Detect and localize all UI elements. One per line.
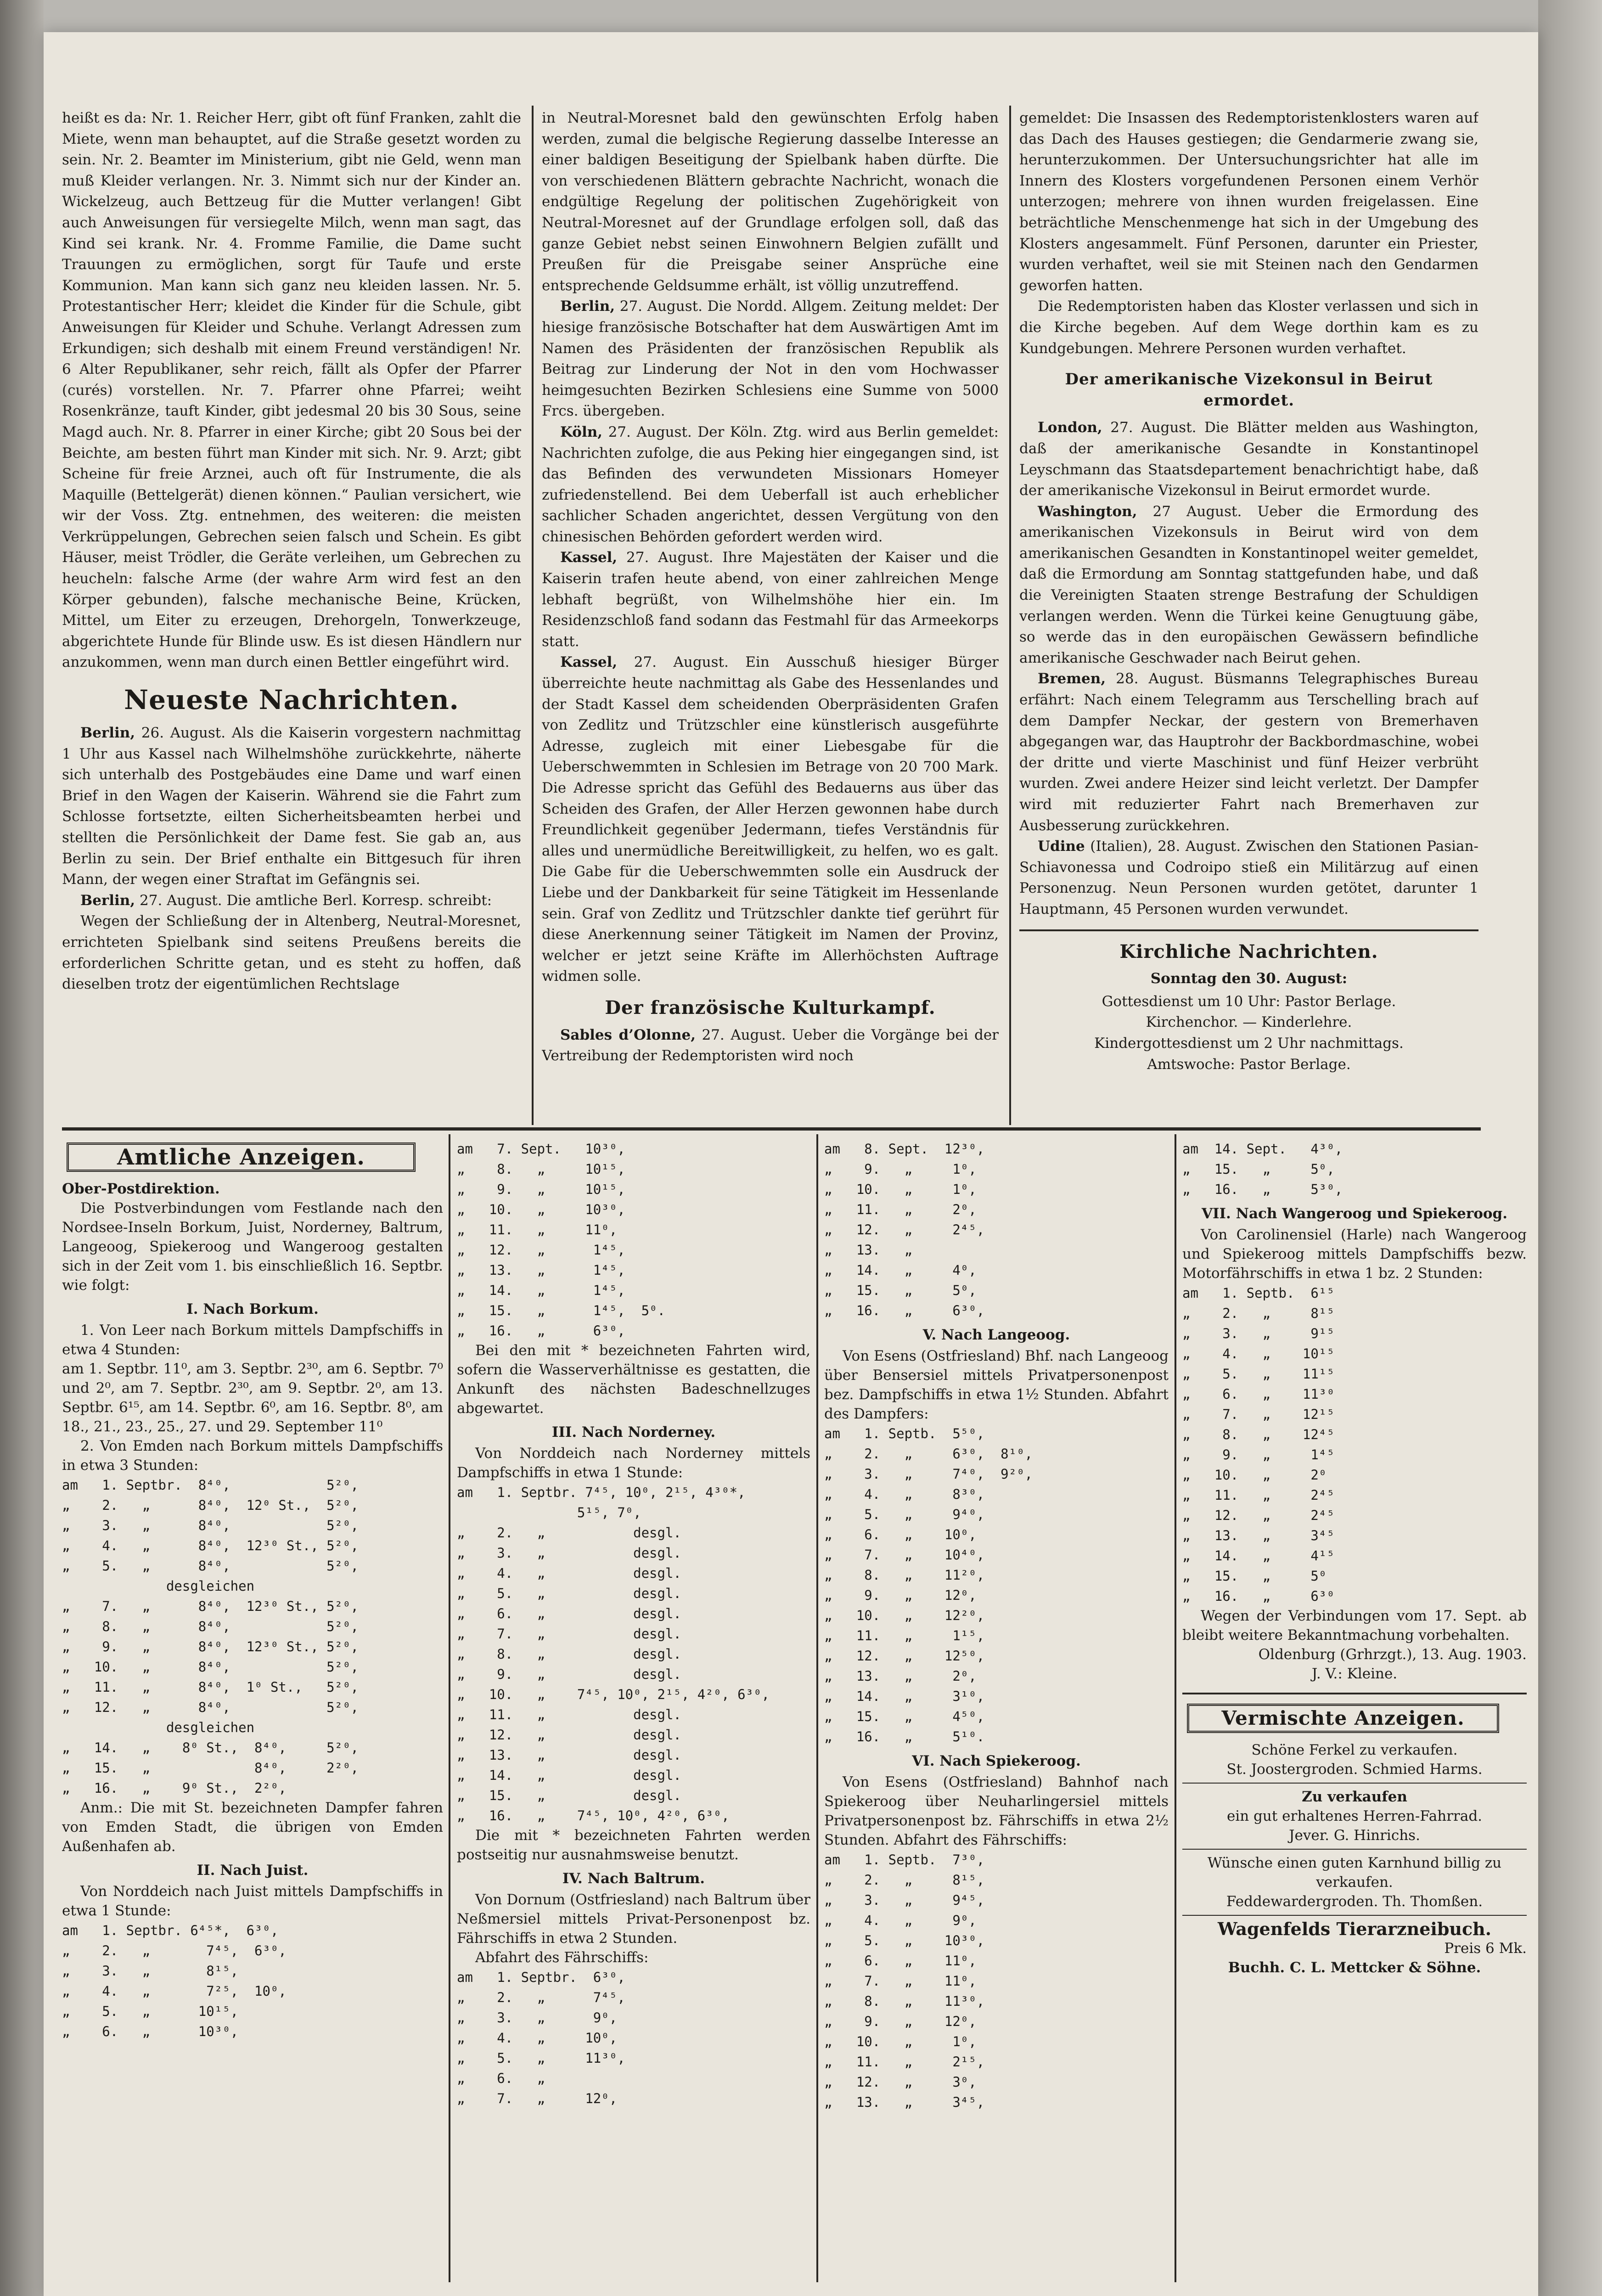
intro-text: Die Postverbindungen vom Festlande nach den Nordsee-Inseln Borkum, Juist, Norderney, Baltrum, Langeoog, Spiekeroog und Wangeroog gestalten sich in der Zeit vom 1. bis einschließlich 16. Septbr. wie folgt: bbox=[62, 1200, 443, 1294]
schedule-row: „ 9. „ 12⁰, bbox=[824, 1587, 977, 1603]
ad-heading: Wagenfelds Tierarzneibuch. bbox=[1217, 1919, 1492, 1939]
schedule-row: „ 3. „ 9⁴⁵, bbox=[824, 1892, 985, 1908]
schedule-row: „ 2. „ 8¹⁵, bbox=[824, 1872, 985, 1888]
office-name: Ober-Postdirektion. bbox=[62, 1181, 220, 1197]
schedule-row: „ 7. „ desgl. bbox=[457, 1626, 681, 1642]
schedule-row: desgleichen bbox=[62, 1720, 255, 1735]
schedule-row: „ 8. „ desgl. bbox=[457, 1646, 681, 1662]
langeoog-schedule bbox=[824, 1424, 1169, 1747]
schedule-row: „ 4. „ 7²⁵, 10⁰, bbox=[62, 1983, 287, 1999]
news-item: Wegen der Schließung der in Altenberg, Neutral-Moresnet, errichteten Spielbank sind seitens Preußens bereits die erforderlichen Schritte getan, und es steht zu hoffen, daß dieselben trotz der eigentümlichen Rechtslage bbox=[62, 913, 521, 993]
schedule-row: „ 11. „ 2⁴⁵ bbox=[1182, 1487, 1335, 1503]
schedule-row: „ 6. „ bbox=[457, 2071, 545, 2086]
schedule-row: am 8. Sept. 12³⁰, bbox=[824, 1141, 985, 1157]
schedule-row: „ 3. „ 9¹⁵ bbox=[1182, 1326, 1335, 1341]
route-text: Von Norddeich nach Norderney mittels Dampfschiffs in etwa 1 Stunde: bbox=[457, 1445, 810, 1481]
bottom-column-1 bbox=[62, 1139, 443, 2278]
schedule-row: am 14. Sept. 4³⁰, bbox=[1182, 1141, 1343, 1157]
column-divider bbox=[532, 106, 534, 1125]
schedule-row: „ 4. „ 8⁴⁰, 12³⁰ St., 5²⁰, bbox=[62, 1538, 359, 1553]
route-text: 2. Von Emden nach Borkum mittels Dampfschiffs in etwa 3 Stunden: bbox=[62, 1438, 443, 1474]
schedule-row: „ 3. „ 7⁴⁰, 9²⁰, bbox=[824, 1466, 1033, 1482]
schedule-row: „ 5. „ 11¹⁵ bbox=[1182, 1366, 1335, 1382]
church-sunday: Sonntag den 30. August: bbox=[1150, 970, 1348, 987]
route-text: Von Dornum (Ostfriesland) nach Baltrum über Neßmersiel mittels Privat-Personenpost bz. Fährschiffs in etwa 2 Stunden. bbox=[457, 1891, 810, 1947]
schedule-row: „ 15. „ desgl. bbox=[457, 1788, 681, 1803]
schedule-row: „ 16. „ 5³⁰, bbox=[1182, 1182, 1343, 1197]
note-text: Bei den mit * bezeichneten Fahrten wird, sofern die Wasserverhältnisse es gestatten, die Ankunft des nächsten Badeschnellzuges abgewartet. bbox=[457, 1342, 810, 1417]
schedule-row: „ 5. „ 10³⁰, bbox=[824, 1933, 985, 1948]
schedule-row: 5¹⁵, 7⁰, bbox=[457, 1505, 641, 1520]
schedule-row: „ 6. „ 10⁰, bbox=[824, 1527, 977, 1542]
ad-price: Preis 6 Mk. bbox=[1444, 1940, 1527, 1957]
schedule-row: „ 10. „ 8⁴⁰, 5²⁰, bbox=[62, 1659, 359, 1675]
schedule-row: „ 9. „ 10¹⁵, bbox=[457, 1182, 625, 1197]
schedule-row: desgleichen bbox=[62, 1578, 255, 1594]
schedule-row: „ 9. „ 1⁴⁵ bbox=[1182, 1447, 1335, 1463]
schedule-row: „ 16. „ 9⁰ St., 2²⁰, bbox=[62, 1780, 287, 1796]
schedule-row: „ 2. „ 8¹⁵ bbox=[1182, 1306, 1335, 1321]
schedule-row: „ 6. „ 11³⁰ bbox=[1182, 1386, 1335, 1402]
juist-schedule-cont bbox=[457, 1139, 810, 1341]
column-3-article-cont: Die Redemptoristen haben das Kloster verlassen und sich in die Kirche begeben. Auf dem Wege dorthin kam es zu Kundgebungen. Mehrere Personen wurden verhaftet. bbox=[1019, 298, 1478, 357]
schedule-row: „ 4. „ 10⁰, bbox=[457, 2030, 618, 2046]
schedule-row: am 1. Septb. 6¹⁵ bbox=[1182, 1285, 1335, 1301]
schedule-row: „ 10. „ 1⁰, bbox=[824, 1182, 977, 1197]
schedule-row: „ 8. „ 10¹⁵, bbox=[457, 1161, 625, 1177]
schedule-row: „ 5. „ 8⁴⁰, 5²⁰, bbox=[62, 1558, 359, 1574]
news-item: Bremen, 28. August. Büsmanns Telegraphisches Bureau erfährt: Nach einem Telegramm aus Terschelling brach auf dem Dampfer Neckar, der gestern von Bremerhaven abgegangen war, das Hauptrohr der Backbordmaschine, wobei der dritte und vierte Maschinist und fünf Heizer verbrüht wurden. Zwei andere Heizer sind leicht verletzt. Der Dampfer wird mit reduzierter Fahrt nach Bremerhaven zur Ausbesserung zurückkehren. bbox=[1019, 670, 1478, 834]
news-item: Berlin, 27. August. Die amtliche Berl. Korresp. schreibt: bbox=[80, 892, 492, 909]
column-1 bbox=[62, 108, 521, 1118]
schedule-row: „ 7. „ 8⁴⁰, 12³⁰ St., 5²⁰, bbox=[62, 1598, 359, 1614]
schedule-row: „ 11. „ 11⁰, bbox=[457, 1222, 618, 1238]
schedule-row: „ 7. „ 11⁰, bbox=[824, 1973, 977, 1989]
separator bbox=[1182, 1849, 1527, 1850]
separator bbox=[1019, 929, 1478, 931]
schedule-row: am 1. Septb. 5⁵⁰, bbox=[824, 1426, 985, 1441]
schedule-row: „ 2. „ desgl. bbox=[457, 1525, 681, 1541]
spiekeroog-schedule bbox=[824, 1850, 1169, 2112]
ad-heading: Zu verkaufen bbox=[1302, 1789, 1407, 1805]
section-heading: IV. Nach Baltrum. bbox=[562, 1870, 705, 1887]
schedule-row: „ 2. „ 6³⁰, 8¹⁰, bbox=[824, 1446, 1033, 1462]
schedule-row: „ 11. „ desgl. bbox=[457, 1707, 681, 1722]
schedule-row: „ 9. „ 1⁰, bbox=[824, 1161, 977, 1177]
section-heading: III. Nach Norderney. bbox=[551, 1424, 716, 1441]
spiekeroog-schedule-cont bbox=[1182, 1139, 1527, 1199]
ad-text: Wünsche einen guten Karnhund billig zu verkaufen. bbox=[1207, 1855, 1502, 1891]
schedule-row: am 1. Septbr. 8⁴⁰, 5²⁰, bbox=[62, 1477, 359, 1493]
route-text: Von Norddeich nach Juist mittels Dampfschiffs in etwa 1 Stunde: bbox=[62, 1883, 443, 1919]
vermischte-heading: Vermischte Anzeigen. bbox=[1187, 1704, 1499, 1733]
book-spine bbox=[0, 0, 44, 2296]
section-rule bbox=[62, 1127, 1481, 1131]
news-item: London, 27. August. Die Blätter melden aus Washington, daß der amerikanische Gesandte in Konstantinopel Leyschmann das Staatsdepartement benachrichtigt habe, daß der amerikanische Vizekonsul in Beirut ermordet wurde. bbox=[1019, 419, 1478, 499]
schedule-row: „ 3. „ 8⁴⁰, 5²⁰, bbox=[62, 1518, 359, 1533]
schedule-row: „ 14. „ 8⁰ St., 8⁴⁰, 5²⁰, bbox=[62, 1740, 359, 1756]
schedule-row: „ 2. „ 7⁴⁵, bbox=[457, 1990, 625, 2005]
juist-schedule bbox=[62, 1920, 443, 2042]
schedule-row: „ 16. „ 7⁴⁵, 10⁰, 4²⁰, 6³⁰, bbox=[457, 1808, 730, 1823]
schedule-row: „ 14. „ 4¹⁵ bbox=[1182, 1548, 1335, 1564]
schedule-row: „ 12. „ 12⁵⁰, bbox=[824, 1648, 985, 1664]
schedule-row: „ 3. „ 8¹⁵, bbox=[62, 1963, 239, 1979]
schedule-row: „ 9. „ desgl. bbox=[457, 1666, 681, 1682]
ad-text: Jever. G. Hinrichs. bbox=[1289, 1827, 1420, 1844]
schedule-row: „ 3. „ desgl. bbox=[457, 1545, 681, 1561]
section-heading: II. Nach Juist. bbox=[197, 1862, 309, 1879]
schedule-row: am 7. Sept. 10³⁰, bbox=[457, 1141, 625, 1157]
route-text: 1. Von Leer nach Borkum mittels Dampfschiffs in etwa 4 Stunden: bbox=[62, 1322, 443, 1358]
schedule-row: „ 12. „ desgl. bbox=[457, 1727, 681, 1743]
separator bbox=[1182, 1915, 1527, 1916]
schedule-row: „ 15. „ 8⁴⁰, 2²⁰, bbox=[62, 1760, 359, 1776]
schedule-row: „ 11. „ 8⁴⁰, 1⁰ St., 5²⁰, bbox=[62, 1679, 359, 1695]
emden-schedule bbox=[62, 1475, 443, 1798]
church-line: Kindergottesdienst um 2 Uhr nachmittags. bbox=[1094, 1035, 1404, 1052]
column-2 bbox=[542, 108, 999, 1118]
schedule-row: „ 13. „ desgl. bbox=[457, 1747, 681, 1763]
schedule-row: „ 4. „ 10¹⁵ bbox=[1182, 1346, 1335, 1362]
schedule-row: „ 15. „ 4⁵⁰, bbox=[824, 1709, 985, 1724]
column-3 bbox=[1019, 108, 1478, 1123]
schedule-row: „ 6. „ desgl. bbox=[457, 1606, 681, 1621]
baltrum-schedule bbox=[457, 1967, 810, 2109]
schedule-row: „ 4. „ 8³⁰, bbox=[824, 1486, 985, 1502]
schedule-row: „ 14. „ 1⁴⁵, bbox=[457, 1283, 625, 1298]
schedule-row: „ 12. „ 2⁴⁵, bbox=[824, 1222, 985, 1238]
news-item: Berlin, 26. August. Als die Kaiserin vorgestern nachmittag 1 Uhr aus Kassel nach Wilhelmshöhe zurückkehrte, näherte sich unterhalb des Postgebäudes eine Dame und warf einen Brief in den Wagen der Kaiserin. Während sie die Fahrt zum Schlosse fortsetzte, eilten Sicherheitsbeamten herbei und stellten die Persönlichkeit der Dame fest. Sie gab an, aus Berlin zu sein. Der Brief enthalte ein Bittgesuch für ihren Mann, der wegen einer Straftat im Gefängnis sei. bbox=[62, 725, 521, 888]
schedule-row: „ 14. „ desgl. bbox=[457, 1767, 681, 1783]
schedule-row: am 1. Septbr. 7⁴⁵, 10⁰, 2¹⁵, 4³⁰*, bbox=[457, 1485, 746, 1500]
schedule-row: „ 8. „ 8⁴⁰, 5²⁰, bbox=[62, 1619, 359, 1634]
schedule-row: „ 11. „ 1¹⁵, bbox=[824, 1628, 985, 1643]
schedule-row: „ 10. „ 1⁰, bbox=[824, 2034, 977, 2049]
ad-text: ein gut erhaltenes Herren-Fahrrad. bbox=[1226, 1808, 1483, 1824]
schedule-row: „ 16. „ 5¹⁰. bbox=[824, 1729, 985, 1745]
ad-text: Feddewardergroden. Th. Thomßen. bbox=[1226, 1893, 1483, 1910]
schedule-row: „ 7. „ 12¹⁵ bbox=[1182, 1407, 1335, 1422]
bottom-column-3 bbox=[824, 1139, 1169, 2278]
route-text: Von Esens (Ostfriesland) Bahnhof nach Spiekeroog über Neuharlingersiel mittels Privatpersonenpost bz. Fährschiffs in etwa 2½ Stunden. Abfahrt des Fährschiffs: bbox=[824, 1774, 1169, 1848]
column-3-article: gemeldet: Die Insassen des Redemptoristenklosters waren auf das Dach des Hauses gestiegen; die Gendarmerie zwang sie, herunterzukommen. Der Untersuchungsrichter hat alle im Innern des Klosters vorgefundenen Personen einem Verhör unterzogen; mehrere von ihnen wurden freigelassen. Eine beträchtliche Menschenmenge hat sich in der Umgebung des Klosters angesammelt. Fünf Personen, darunter ein Priester, wurden verhaftet, weil sie mit Steinen nach den Gendarmen geworfen hatten. bbox=[1019, 110, 1478, 294]
schedule-row: „ 2. „ 8⁴⁰, 12⁰ St., 5²⁰, bbox=[62, 1497, 359, 1513]
schedule-row: „ 11. „ 2⁰, bbox=[824, 1202, 977, 1217]
schedule-row: „ 8. „ 11²⁰, bbox=[824, 1567, 985, 1583]
place-date: Oldenburg (Grhrzgt.), 13. Aug. 1903. bbox=[1258, 1646, 1527, 1663]
news-item: Köln, 27. August. Der Köln. Ztg. wird aus Berlin gemeldet: Nachrichten zufolge, die aus Peking hier eingegangen sind, ist das Befinden des verwundeten Missionars Homeyer zufriedenstellend. Bei dem Ueberfall ist auch erheblicher sachlicher Schaden angerichtet, dessen Vergütung von den chinesischen Behörden gefordert werden wird. bbox=[542, 423, 999, 545]
schedule-row: „ 13. „ 1⁴⁵, bbox=[457, 1262, 625, 1278]
section-heading: I. Nach Borkum. bbox=[186, 1301, 319, 1317]
section-heading: V. Nach Langeoog. bbox=[922, 1327, 1070, 1343]
column-2-article: in Neutral-Moresnet bald den gewünschten Erfolg haben werden, zumal die belgische Regierung dasselbe Interesse an einer baldigen Beseitigung der Spielbank haben dürfte. Die von verschiedenen Blättern gebrachte Nachricht, wonach die endgültige Regelung der politischen Zugehörigkeit von Neutral-Moresnet auf der Grundlage erfolgen soll, daß das ganze Gebiet nebst seinen Einwohnern Belgien zufällt und Preußen für die Preisgabe seiner Ansprüche eine entsprechende Geldsumme erhält, ist völlig unzutreffend. bbox=[542, 110, 999, 294]
schedule-row: „ 16. „ 6³⁰, bbox=[824, 1303, 985, 1318]
route-text: Von Esens (Ostfriesland) Bhf. nach Langeoog über Bensersiel mittels Privatpersonenpost bez. Dampfschiffs in etwa 1½ Stunden. Abfahrt des Dampfers: bbox=[824, 1348, 1169, 1422]
kulturkampf-heading: Der französische Kulturkampf. bbox=[605, 996, 936, 1019]
amtliche-heading: Amtliche Anzeigen. bbox=[67, 1142, 416, 1172]
schedule-row: „ 9. „ 12⁰, bbox=[824, 2014, 977, 2029]
news-item: Washington, 27 August. Ueber die Ermordung des amerikanischen Vizekonsuls in Beirut wird von dem amerikanischen Gesandten in Konstantinopel weiter gemeldet, daß die Ermordung am Sonntag stattgefunden habe, und daß die Vereinigten Staaten strenge Bestrafung der Schuldigen verlangen werden. Wenn die Türkei keine Genugtuung gäbe, so werde das in den europäischen Gewässern befindliche amerikanische Geschwader nach Beirut gehen. bbox=[1019, 503, 1478, 666]
ad-text: Schöne Ferkel zu verkaufen. bbox=[1251, 1742, 1458, 1758]
schedule-row: am 1. Septbr. 6³⁰, bbox=[457, 1970, 625, 1985]
route-subtext: Abfahrt des Fährschiffs: bbox=[475, 1949, 649, 1966]
column-1-article: heißt es da: Nr. 1. Reicher Herr, gibt oft fünf Franken, zahlt die Miete, wenn man behauptet, auf die Straße gesetzt worden zu sein. Nr. 2. Beamter im Ministerium, gibt nie Geld, wenn man muß Kleider verlangen. Nr. 3. Nimmt sich nur der Kinder an. Wickelzeug, auch Bettzeug für die Mutter verlangen! Gibt auch Anweisungen für versiegelte Milch, wenn man sagt, das Kind sei krank. Nr. 4. Fromme Familie, die Dame sucht Trauungen zu ermöglichen, sorgt für Taufe und erste Kommunion. Man kann sich ganz neu kleiden lassen. Nr. 5. Protestantischer Herr; kleidet die Kinder für die Schule, gibt Anweisungen für Kleider und Schuhe. Verlangt Adressen zum Erkundigen; sich deshalb mit einem Freund verständigen! Nr. 6 Alter Republikaner, sehr reich, fällt als Opfer der Pfarrer (curés) vorstellen. Nr. 7. Pfarrer ohne Pfarrei; weiht Rosenkränze, tauft Kinder, gibt jedesmal 20 bis 30 Sous, seine Magd auch. Nr. 8. Pfarrer in einer Kirche; gibt 20 Sous bei der Beichte, am besten führt man Kinder mit sich. Nr. 9. Arzt; gibt Scheine für freie Arznei, auch oft für Instrumente, die als Maquille (Bettelgerät) dienen können.“ Paulian versichert, wie wir der Voss. Ztg. entnehmen, des weiteren: die meisten Verkrüppelungen, Gebrechen seien falsch und Schein. Es gibt Häuser, meist Trödler, die Geräte verleihen, um Gebrechen zu heucheln: falsche Arme (der wahre Arm wird fest an den Körper gebunden), falsche mechanische Beine, Krücken, Mittel, um Eiter zu erzeugen, Drehorgeln, Tonwerkzeuge, abgerichtete Hunde für Blinde usw. Es ist diesen Händlern nur anzukommen, wenn man durch einen Bettler eingeführt wird. bbox=[62, 110, 521, 671]
schedule-row: „ 8. „ 12⁴⁵ bbox=[1182, 1427, 1335, 1442]
column-divider bbox=[1009, 106, 1011, 1125]
schedule-row: „ 15. „ 5⁰ bbox=[1182, 1568, 1327, 1584]
ad-firm: Buchh. C. L. Mettcker & Söhne. bbox=[1228, 1959, 1481, 1976]
news-item: Kassel, 27. August. Ein Ausschuß hiesiger Bürger überreichte heute nachmittag als Gabe des Hessenlandes und der Stadt Kassel dem scheidenden Oberpräsidenten Grafen von Zedlitz und Trützschler eine künstlerisch ausgeführte Adresse, zugleich mit einer Liebesgabe für die Ueberschwemmten in Schlesien im Betrage von 20 700 Mark. Die Adresse spricht das Gefühl des Bedauerns aus über das Scheiden des Grafen, der Aller Herzen gewonnen habe durch Freundlichkeit gegenüber Jedermann, tiefes Verständnis für alles und unermüdliche Bereitwilligkeit, zu helfen, wo es galt. Die Gabe für die Ueberschwemmten solle ein Ausdruck der Liebe und der Dankbarkeit für seine Tätigkeit im Hessenlande sein. Graf von Zedlitz und Trützschler dankte tief gerührt für diese Anerkennung seiner Tätigkeit im Namen der Provinz, welcher er jetzt seine Kräfte im Allerhöchsten Auftrage widmen solle. bbox=[542, 654, 999, 985]
schedule-row: „ 10. „ 10³⁰, bbox=[457, 1202, 625, 1217]
schedule-row: „ 10. „ 7⁴⁵, 10⁰, 2¹⁵, 4²⁰, 6³⁰, bbox=[457, 1687, 770, 1702]
baltrum-schedule-cont bbox=[824, 1139, 1169, 1321]
signature: J. V.: Kleine. bbox=[1311, 1666, 1398, 1682]
note-text: Anm.: Die mit St. bezeichneten Dampfer fahren von Emden Stadt, die übrigen von Emden Außenhafen ab. bbox=[62, 1800, 443, 1855]
schedule-row: „ 7. „ 10⁴⁰, bbox=[824, 1547, 985, 1563]
separator bbox=[1182, 1693, 1527, 1694]
newspaper-page bbox=[44, 32, 1538, 2296]
column-divider bbox=[1175, 1134, 1176, 2282]
schedule-row: „ 7. „ 12⁰, bbox=[457, 2091, 618, 2106]
route-text: Von Carolinensiel (Harle) nach Wangeroog und Spiekeroog mittels Dampfschiffs bezw. Motorfährschiffs in etwa 1 bz. 2 Stunden: bbox=[1182, 1227, 1527, 1282]
schedule-row: am 1. Septbr. 6⁴⁵*, 6³⁰, bbox=[62, 1923, 279, 1938]
separator bbox=[1182, 1783, 1527, 1784]
schedule-row: „ 6. „ 10³⁰, bbox=[62, 2024, 239, 2039]
schedule-row: „ 12. „ 3⁰, bbox=[824, 2074, 977, 2090]
schedule-row: „ 9. „ 8⁴⁰, 12³⁰ St., 5²⁰, bbox=[62, 1639, 359, 1654]
schedule-row: „ 8. „ 11³⁰, bbox=[824, 1993, 985, 2009]
column-divider bbox=[449, 1134, 450, 2282]
vizekonsul-heading: Der amerikanische Vizekonsul in Beirut ermordet. bbox=[1065, 370, 1433, 410]
news-item: Kassel, 27. August. Ihre Majestäten der Kaiser und die Kaiserin trafen heute abend, von einer zahlreichen Menge lebhaft begrüßt, von Wilhelmshöhe hier ein. Im Residenzschloß fand sodann das Festmahl für das Armeekorps statt. bbox=[542, 549, 999, 650]
schedule-row: „ 14. „ 3¹⁰, bbox=[824, 1688, 985, 1704]
page-edge bbox=[1538, 0, 1602, 2296]
schedule-row: „ 5. „ 11³⁰, bbox=[457, 2050, 625, 2066]
schedule-row: „ 12. „ 2⁴⁵ bbox=[1182, 1508, 1335, 1523]
church-line: Gottesdienst um 10 Uhr: Pastor Berlage. bbox=[1102, 993, 1396, 1010]
bottom-column-4 bbox=[1182, 1139, 1527, 2278]
schedule-row: „ 13. „ bbox=[824, 1242, 913, 1258]
schedule-row: „ 16. „ 6³⁰ bbox=[1182, 1588, 1335, 1604]
schedule-row: „ 12. „ 1⁴⁵, bbox=[457, 1242, 625, 1258]
news-heading: Neueste Nachrichten. bbox=[124, 684, 459, 716]
section-heading: VII. Nach Wangeroog und Spiekeroog. bbox=[1201, 1205, 1508, 1222]
section-heading: VI. Nach Spiekeroog. bbox=[912, 1753, 1081, 1769]
news-item: Berlin, 27. August. Die Nordd. Allgem. Zeitung meldet: Der hiesige französische Botschafter hat dem Auswärtigen Amt im Namen des Präsidenten der französischen Republik als Beitrag zur Linderung der Not in den vom Hochwasser heimgesuchten Bezirken Schlesiens eine Summe von 5000 Frcs. übergeben. bbox=[542, 298, 999, 420]
schedule-row: „ 15. „ 5⁰, bbox=[824, 1283, 977, 1298]
schedule-row: „ 4. „ 9⁰, bbox=[824, 1913, 977, 1928]
schedule-row: „ 13. „ 3⁴⁵ bbox=[1182, 1528, 1335, 1543]
schedule-row: „ 2. „ 7⁴⁵, 6³⁰, bbox=[62, 1943, 287, 1958]
bottom-column-2 bbox=[457, 1139, 810, 2278]
schedule-row: „ 6. „ 11⁰, bbox=[824, 1953, 977, 1969]
schedule-row: „ 12. „ 8⁴⁰, 5²⁰, bbox=[62, 1699, 359, 1715]
norderney-schedule bbox=[457, 1482, 810, 1826]
schedule-row: „ 11. „ 2¹⁵, bbox=[824, 2054, 985, 2070]
schedule-row: „ 13. „ 3⁴⁵, bbox=[824, 2094, 985, 2110]
schedule-row: „ 4. „ desgl. bbox=[457, 1565, 681, 1581]
column-divider bbox=[816, 1134, 818, 2282]
schedule-row: am 1. Septb. 7³⁰, bbox=[824, 1852, 985, 1868]
schedule-row: „ 15. „ 1⁴⁵, 5⁰. bbox=[457, 1303, 665, 1318]
schedule-row: „ 5. „ 10¹⁵, bbox=[62, 2003, 239, 2019]
church-heading: Kirchliche Nachrichten. bbox=[1119, 940, 1378, 962]
times-text: am 1. Septbr. 11⁰, am 3. Septbr. 2³⁰, am 6. Septbr. 7⁰ und 2⁰, am 7. Septbr. 2³⁰, am 9. Septbr. 2⁰, am 13. Septbr. 6¹⁵, am 14. Septbr. 6⁰, am 16. Septbr. 8⁰, am 18., 21., 23., 25., 27. und 29. September 11⁰ bbox=[62, 1361, 443, 1435]
news-item: Udine (Italien), 28. August. Zwischen den Stationen Pasian-Schiavonessa und Codroipo stieß ein Militärzug auf einen Personenzug. Neun Personen wurden getötet, darunter 1 Hauptmann, 45 Personen wurden verwundet. bbox=[1019, 838, 1478, 917]
schedule-row: „ 10. „ 2⁰ bbox=[1182, 1467, 1327, 1483]
schedule-row: „ 14. „ 4⁰, bbox=[824, 1262, 977, 1278]
wangeroog-schedule bbox=[1182, 1283, 1527, 1606]
schedule-row: „ 3. „ 9⁰, bbox=[457, 2010, 618, 2026]
schedule-row: „ 13. „ 2⁰, bbox=[824, 1668, 977, 1684]
church-line: Amtswoche: Pastor Berlage. bbox=[1147, 1056, 1351, 1073]
ad-text: St. Joostergroden. Schmied Harms. bbox=[1226, 1761, 1483, 1778]
news-item: Sables d’Olonne, 27. August. Ueber die Vorgänge bei der Vertreibung der Redemptoristen wird noch bbox=[542, 1026, 999, 1064]
schedule-row: „ 5. „ 9⁴⁰, bbox=[824, 1507, 985, 1522]
note-text: Die mit * bezeichneten Fahrten werden postseitig nur ausnahmsweise benutzt. bbox=[457, 1827, 810, 1863]
schedule-row: „ 10. „ 12²⁰, bbox=[824, 1608, 985, 1623]
schedule-row: „ 16. „ 6³⁰, bbox=[457, 1323, 625, 1339]
closing-text: Wegen der Verbindungen vom 17. Sept. ab bleibt weitere Bekanntmachung vorbehalten. bbox=[1182, 1608, 1527, 1643]
church-line: Kirchenchor. — Kinderlehre. bbox=[1146, 1014, 1352, 1031]
schedule-row: „ 5. „ desgl. bbox=[457, 1586, 681, 1601]
schedule-row: „ 15. „ 5⁰, bbox=[1182, 1161, 1335, 1177]
